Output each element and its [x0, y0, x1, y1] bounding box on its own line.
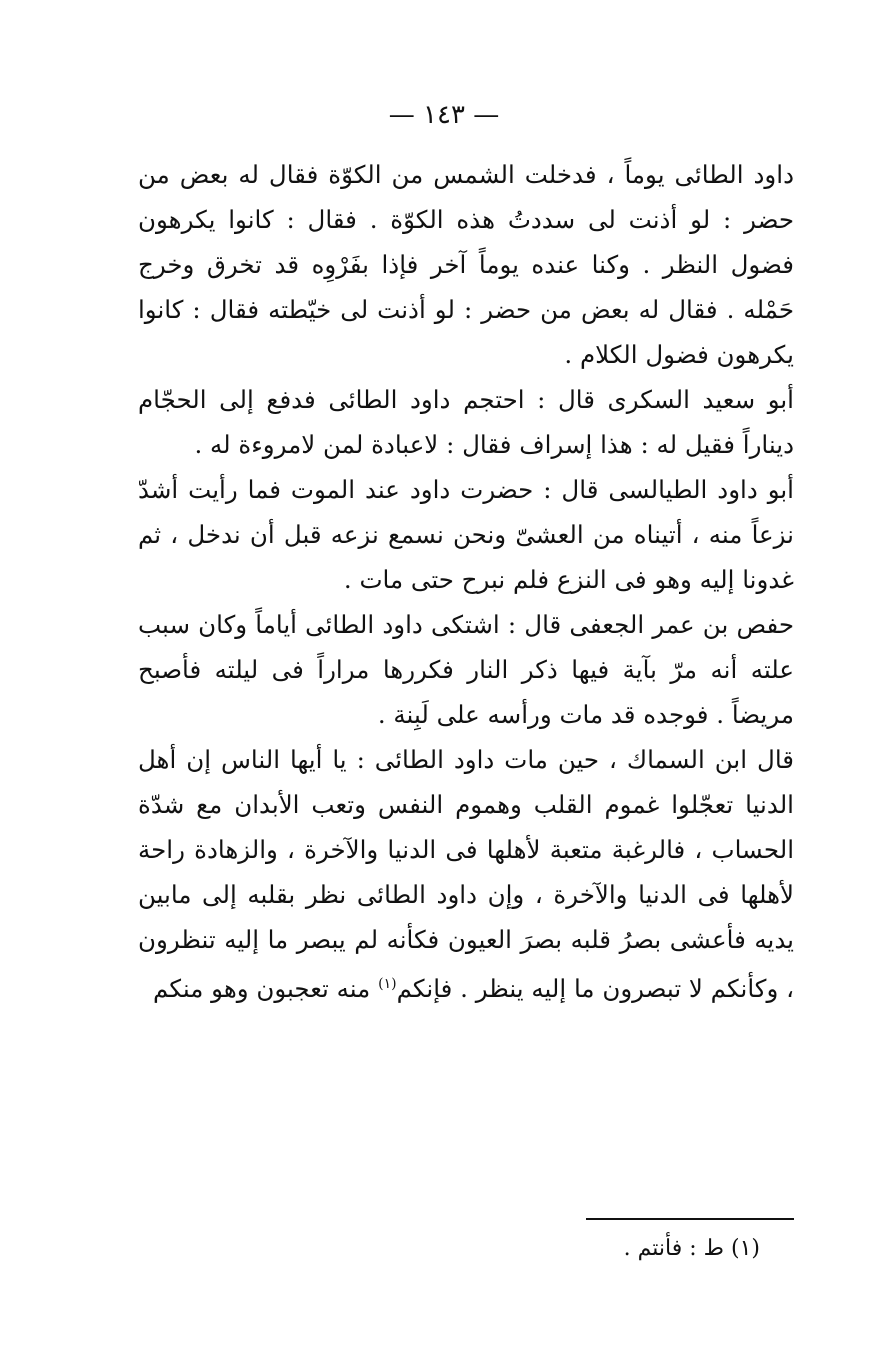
- footnote: (١) ط : فأنتم .: [623, 1236, 760, 1261]
- paragraph-5-text: قال ابن السماك ، حين مات داود الطائى : يا أيها الناس إن أهل الدنيا تعجّلوا غموم القلب وهموم النفس وتعب الأبدان مع شدّة الحساب ، فالرغبة متعبة لأهلها فى الدنيا والآخرة ، والزهادة راحة لأهلها فى الدنيا والآخرة ، وإن داود الطائى نظر بقلبه إلى مابين يديه فأعشى بصرُ قلبه بصرَ العيون فكأنه لم يبصر ما إليه تنظرون ، وكأنكم لا تبصرون ما إليه ينظر . فإنكم: [138, 745, 794, 1004]
- paragraph-3: [138, 467, 794, 602]
- paragraph-3-text: أبو داود الطيالسى قال : حضرت داود عند الموت فما رأيت أشدّ نزعاً منه ، أتيناه من العشىّ ونحن نسمع نزعه قبل أن ندخل ، ثم غدونا إليه وهو فى النزع فلم نبرح حتى مات .: [138, 475, 794, 594]
- paragraph-4: [138, 602, 794, 737]
- paragraph-5: [138, 737, 794, 1011]
- paragraph-2: [138, 377, 794, 467]
- body-text: [138, 152, 794, 1011]
- paragraph-2-text: أبو سعيد السكرى قال : احتجم داود الطائى فدفع إلى الحجّام ديناراً فقيل له : هذا إسراف فقال : لاعبادة لمن لامروءة له .: [138, 385, 794, 459]
- paragraph-1: [138, 152, 794, 377]
- page-number: — ١٤٣ —: [388, 100, 500, 130]
- paragraph-1-text: داود الطائى يوماً ، فدخلت الشمس من الكوّة فقال له بعض من حضر : لو أذنت لى سددتُ هذه الكوّة . فقال : كانوا يكرهون فضول النظر . وكنا عنده يوماً آخر فإذا بفَرْوِه قد تخرق وخرج حَمْله . فقال له بعض من حضر : لو أذنت لى خيّطته فقال : كانوا يكرهون فضول الكلام .: [138, 160, 794, 369]
- footnote-separator: [586, 1218, 794, 1220]
- footnote-marker: (١): [378, 976, 397, 992]
- paragraph-4-text: حفص بن عمر الجعفى قال : اشتكى داود الطائى أياماً وكان سبب علته أنه مرّ بآية فيها ذكر النار فكررها مراراً فى ليلته فأصبح مريضاً . فوجده قد مات ورأسه على لَبِنة .: [138, 610, 794, 729]
- paragraph-5-text-after: منه تعجبون وهو منكم: [153, 974, 379, 1004]
